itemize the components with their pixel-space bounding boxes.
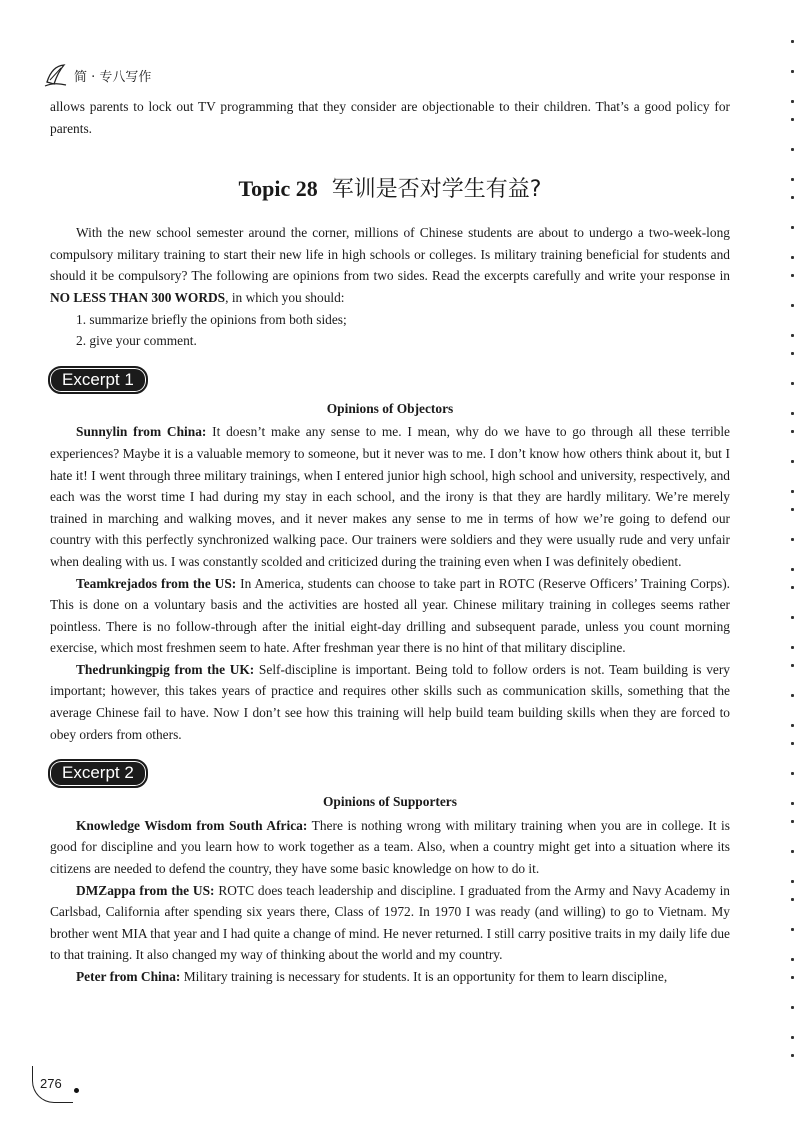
page-content — [50, 96, 730, 988]
page-number-text: 276 — [40, 1076, 62, 1091]
opinion-speaker: Knowledge Wisdom from South Africa: — [76, 817, 308, 833]
scan-mark — [791, 742, 794, 745]
prompt-text-before: With the new school semester around the corner, millions of Chinese students are about to undergo a two-week-long compulsory military training to start their new life in high schools or colleges. Is military training beneficial for students and should it be compulsory? The following are opinions from two sides. Read the excerpts carefully and write your response in — [50, 225, 730, 284]
scan-mark — [791, 664, 794, 667]
scan-mark — [791, 802, 794, 805]
opinion-paragraph — [50, 421, 730, 572]
scan-mark — [791, 928, 794, 931]
prompt-item-1: 1. summarize briefly the opinions from both sides; — [76, 311, 347, 327]
scan-mark — [791, 724, 794, 727]
opinion-paragraph — [50, 573, 730, 659]
scan-mark — [791, 274, 794, 277]
opinion-speaker: Teamkrejados from the US: — [76, 575, 237, 591]
scan-mark — [791, 118, 794, 121]
prompt-paragraph — [50, 222, 730, 308]
prompt-item-2: 2. give your comment. — [76, 333, 197, 349]
opinion-speaker: DMZappa from the US: — [76, 882, 215, 898]
scan-mark — [791, 820, 794, 823]
scan-mark — [791, 382, 794, 385]
opinion-speaker: Sunnylin from China: — [76, 424, 207, 440]
scan-margin-marks — [786, 40, 794, 1080]
scan-mark — [791, 490, 794, 493]
opinion-text: It doesn’t make any sense to me. I mean, why do we have to go through all these terrible experiences? Maybe it is a valuable memory to someone, but it never was to me. I don’t know how others think about it, but I hate it! I went through three military trainings, when I entered junior high school, high school and university, respectively, and each was the worst time I had during my stay in each school, and the irony is that they are hardly military. We’re merely trained in marching and walking moves, and it never makes any sense to me in terms of how we’re going to defend our country with this perfectly synchronized walking pace. Our trainers were soldiers and they were usually rude and very unfair when dealing with us. I was constantly scolded and criticized during the training even when I was definitely obedient. — [50, 424, 730, 569]
writing-emblem-icon — [44, 62, 70, 88]
scan-mark — [791, 898, 794, 901]
excerpt-1-badge: Excerpt 1 — [48, 366, 148, 395]
opinion-text: Military training is necessary for students. It is an opportunity for them to learn discipline, — [180, 969, 668, 984]
scan-mark — [791, 538, 794, 541]
excerpt-2-heading: Opinions of Supporters — [323, 794, 457, 810]
topic-label: Topic 28 — [238, 176, 318, 202]
opinion-text: In America, students can choose to take part in ROTC (Reserve Officers’ Training Corps). This is done on a voluntary basis and the activities are hosted all year. Chinese military training in colleges seems rather pointless. There is no follow-through after the initial eight-day drilling and subsequent parade, unless you count morning exercise, which most freshmen seem to hate. After freshman year there is no hint of that military discipline. — [50, 575, 731, 656]
page-number-dot — [74, 1088, 79, 1093]
scan-mark — [791, 226, 794, 229]
scan-mark — [791, 196, 794, 199]
opinion-text: Self-discipline is important. Being told to follow orders is not. Team building is very important; however, this takes years of practice and requires other skills such as communication skills, something that the average Chinese fail to have. Now I don’t see how this training will help build team building skills when they are forced to obey orders from others. — [50, 661, 730, 742]
scan-mark — [791, 100, 794, 103]
prompt-text-after: , in which you should: — [225, 289, 345, 305]
scan-mark — [791, 70, 794, 73]
scan-mark — [791, 40, 794, 43]
running-header — [44, 62, 151, 88]
scan-mark — [791, 178, 794, 181]
scan-mark — [791, 586, 794, 589]
opinion-text: There is nothing wrong with military training when you are in college. It is good for discipline and you learn how to work together as a team. Also, when a country might get into a situation where its citizens are needed to defend the country, they have some basic knowledge on how to do it. — [50, 817, 730, 877]
scan-mark — [791, 352, 794, 355]
prompt-word-limit: NO LESS THAN 300 WORDS — [50, 289, 226, 305]
opinion-speaker: Peter from China: — [76, 969, 181, 984]
opinion-paragraph — [50, 966, 730, 988]
scan-mark — [791, 880, 794, 883]
scan-mark — [791, 1006, 794, 1009]
scan-mark — [791, 148, 794, 151]
scan-mark — [791, 616, 794, 619]
opinion-paragraph — [50, 880, 730, 966]
scan-mark — [791, 568, 794, 571]
scan-mark — [791, 772, 794, 775]
scan-mark — [791, 850, 794, 853]
opinion-paragraph — [50, 815, 730, 880]
scan-mark — [791, 304, 794, 307]
scan-mark — [791, 460, 794, 463]
scan-mark — [791, 508, 794, 511]
opinion-text: ROTC does teach leadership and discipline. I graduated from the Army and Navy Academy in Carlsbad, California after spending six years there, Class of 1972. In 1970 I was ready (and willing) to go to Vietnam. My brother went MIA that year and I had quite a change of mind. He never returned. I still carry positive traits in my daily life due to that training. It also changed my way of thinking about the world and my country. — [50, 882, 730, 963]
scan-mark — [791, 976, 794, 979]
scan-mark — [791, 694, 794, 697]
topic-title-zh: 军训是否对学生有益? — [331, 177, 542, 203]
excerpt-2-badge: Excerpt 2 — [48, 759, 148, 788]
scan-mark — [791, 1036, 794, 1039]
topic-title — [50, 175, 730, 204]
scan-mark — [791, 1054, 794, 1057]
page-number-ornament — [32, 1066, 73, 1103]
excerpt-1-heading: Opinions of Objectors — [326, 400, 454, 416]
header-section-label: 简 · 专八写作 — [74, 69, 152, 85]
intro-tail-paragraph: allows parents to lock out TV programming that they consider are objectionable to their children. That’s a good policy for parents. — [50, 99, 730, 136]
opinion-paragraph — [50, 659, 730, 745]
scan-mark — [791, 430, 794, 433]
scan-mark — [791, 412, 794, 415]
scan-mark — [791, 334, 794, 337]
scan-mark — [791, 646, 794, 649]
opinion-speaker: Thedrunkingpig from the UK: — [76, 661, 255, 677]
page-number — [40, 1076, 62, 1091]
scan-mark — [791, 958, 794, 961]
scan-mark — [791, 256, 794, 259]
